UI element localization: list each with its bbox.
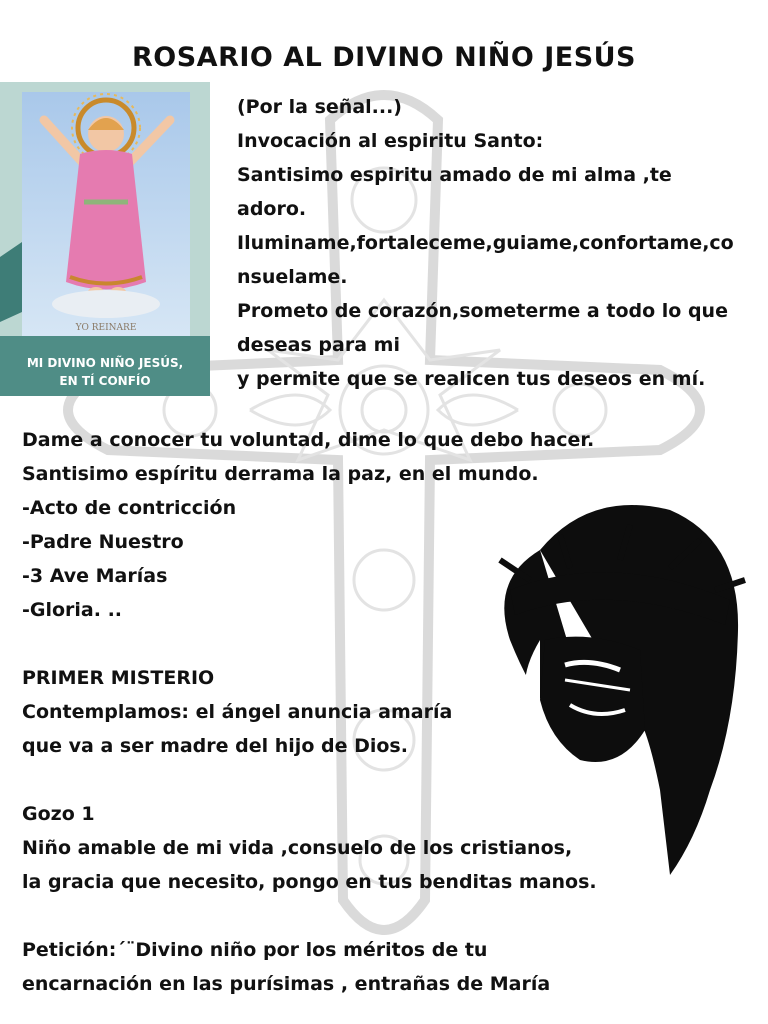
body-line <box>22 763 742 797</box>
intro-text <box>237 90 757 396</box>
intro-line: deseas para mi <box>237 334 400 356</box>
body-line: -Acto de contricción <box>22 497 237 519</box>
body-text <box>22 423 742 1001</box>
card-caption-line1: MI DIVINO NIÑO JESÚS, <box>26 356 184 370</box>
body-line: -3 Ave Marías <box>22 565 168 587</box>
body-line: que va a ser madre del hijo de Dios. <box>22 735 408 757</box>
page-title: ROSARIO AL DIVINO NIÑO JESÚS <box>131 42 637 74</box>
intro-line: adoro. <box>237 198 307 220</box>
intro-line: Santisimo espiritu amado de mi alma ,te <box>237 164 672 186</box>
intro-line: Invocación al espiritu Santo: <box>237 130 544 152</box>
intro-line: (Por la señal...) <box>237 96 402 118</box>
intro-line: nsuelame. <box>237 266 348 288</box>
body-line: encarnación en las purísimas , entrañas de María <box>22 973 551 995</box>
body-line: Santisimo espíritu derrama la paz, en el mundo. <box>22 463 539 485</box>
card-caption <box>0 354 210 390</box>
body-line <box>22 899 742 933</box>
body-line: Niño amable de mi vida ,consuelo de los cristianos, <box>22 837 573 859</box>
body-line: Gozo 1 <box>22 803 95 825</box>
card-caption-line2: EN TÍ CONFÍO <box>59 374 151 388</box>
body-line: Contemplamos: el ángel anuncia amaría <box>22 701 453 723</box>
body-line: -Gloria. .. <box>22 599 123 621</box>
divino-nino-image <box>22 92 190 336</box>
intro-line: y permite que se realicen tus deseos en mí. <box>237 368 706 390</box>
section-heading: PRIMER MISTERIO <box>22 667 215 689</box>
svg-text:YO REINARE: YO REINARE <box>75 323 137 333</box>
body-line: Petición:´¨Divino niño por los méritos de tu <box>22 939 488 961</box>
intro-line: Prometo de corazón,someterme a todo lo que <box>237 300 728 322</box>
body-line: Dame a conocer tu voluntad, dime lo que debo hacer. <box>22 429 595 451</box>
body-line: -Padre Nuestro <box>22 531 184 553</box>
body-line <box>22 627 742 661</box>
intro-line: Iluminame,fortaleceme,guiame,confortame,co <box>237 232 734 254</box>
body-line: la gracia que necesito, pongo en tus benditas manos. <box>22 871 597 893</box>
divino-nino-card <box>0 82 210 396</box>
